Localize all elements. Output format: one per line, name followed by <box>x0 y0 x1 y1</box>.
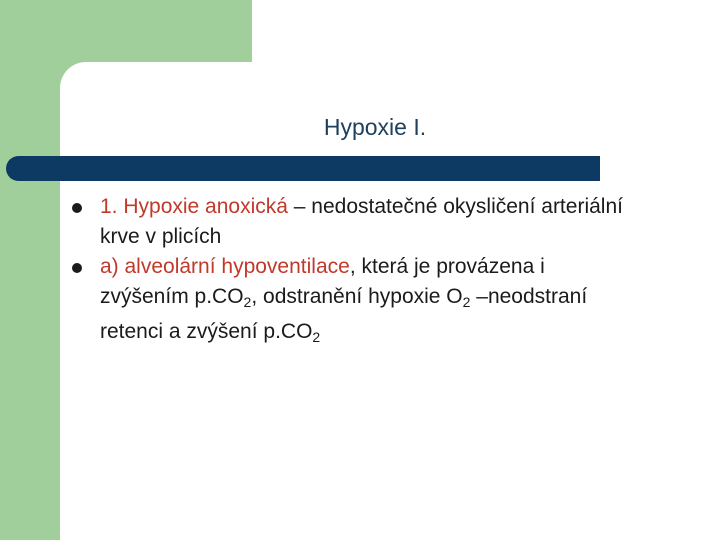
bullet-2-text-c: –neodstraní retenci a zvýšení p.CO <box>100 285 588 343</box>
bullet-item-1 <box>72 192 632 252</box>
slide-title: Hypoxie I. <box>323 114 427 140</box>
bullet-2-text-a: , která je provázena i zvýšením p.CO <box>100 255 545 308</box>
bullet-list <box>72 192 632 352</box>
left-side-decoration <box>0 0 60 540</box>
bullet-2-subscript-a: 2 <box>243 294 252 310</box>
bullet-2-subscript-b: 2 <box>462 294 471 310</box>
title-divider-bar <box>6 156 600 181</box>
bullet-dot-icon <box>72 263 82 273</box>
bullet-2-text-b: , odstranění hypoxie O <box>251 285 463 308</box>
bullet-2-highlight: a) alveolární hypoventilace <box>100 255 350 278</box>
bullet-2-subscript-c: 2 <box>312 329 321 345</box>
bullet-item-2 <box>72 252 632 352</box>
bullet-1-highlight: 1. Hypoxie anoxická <box>100 195 288 218</box>
bullet-1-text: – nedostatečné okysličení arteriální krve v plicích <box>100 195 623 248</box>
bullet-dot-icon <box>72 203 82 213</box>
